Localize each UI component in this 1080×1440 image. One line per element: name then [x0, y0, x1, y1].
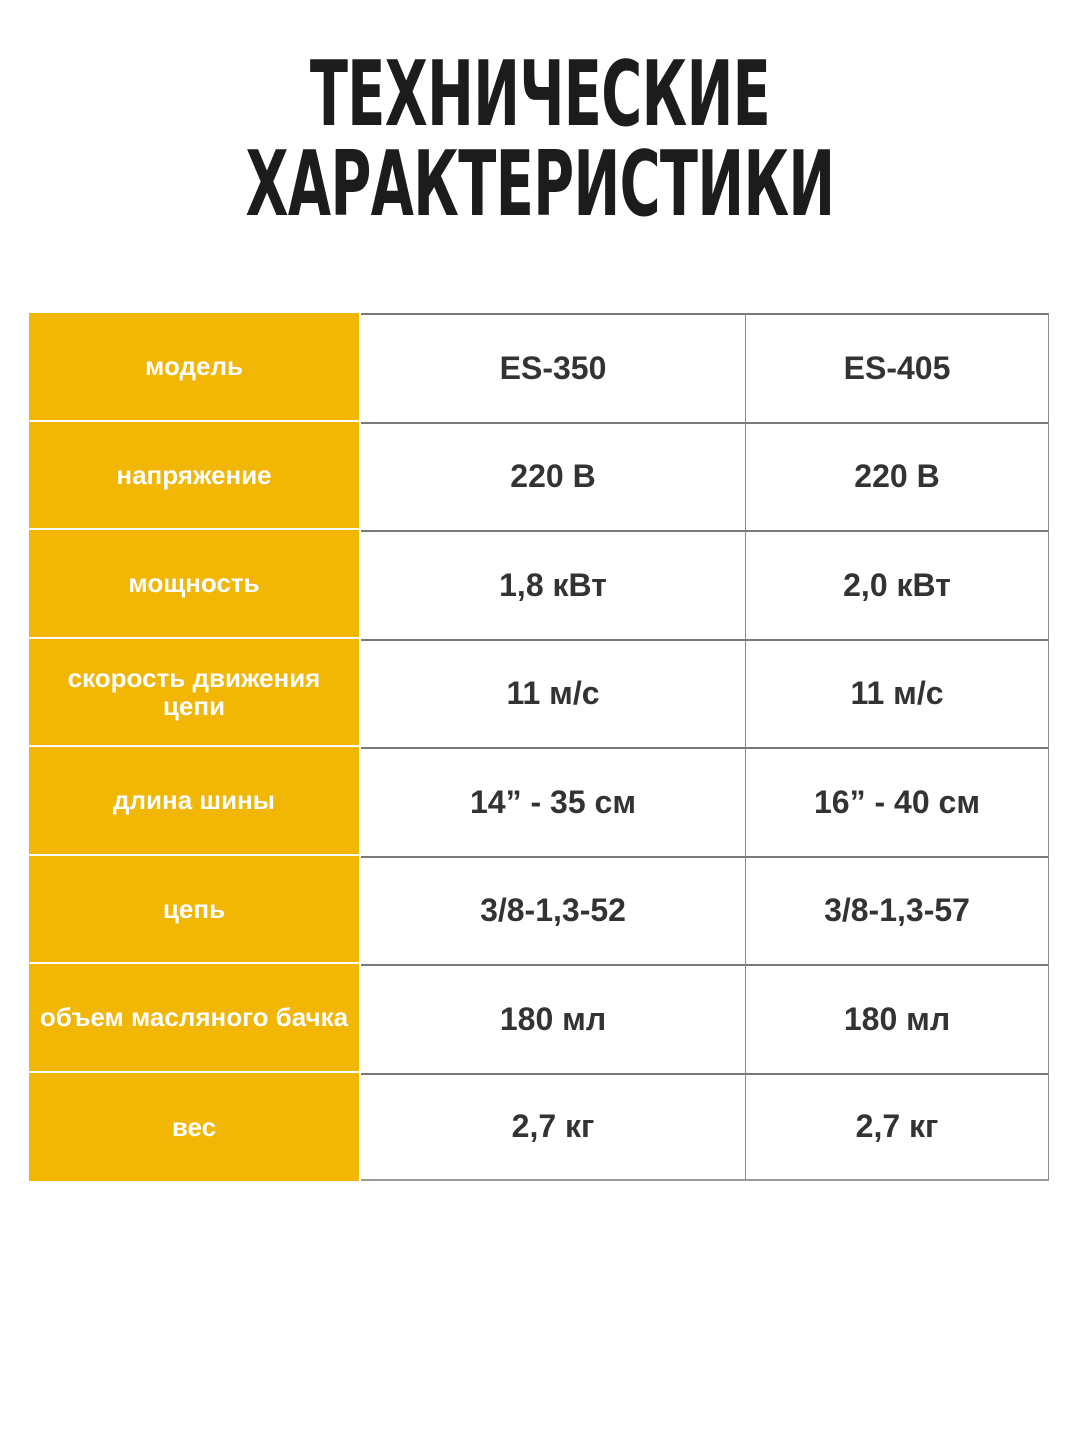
value-es405-power: 2,0 кВт [746, 530, 1049, 639]
page-title [0, 42, 1080, 237]
value-es405-model: ES-405 [746, 313, 1049, 422]
table-row [29, 1073, 1049, 1182]
row-label-voltage: напряжение [29, 422, 359, 531]
value-es405-weight: 2,7 кг [746, 1073, 1049, 1182]
table-row [29, 856, 1049, 965]
value-es405-oil-tank: 180 мл [746, 964, 1049, 1073]
row-label-chain-speed: скорость движения цепи [29, 639, 359, 748]
table-row [29, 313, 1049, 422]
value-es350-chain-speed: 11 м/с [361, 639, 746, 748]
value-es350-chain: 3/8-1,3-52 [361, 856, 746, 965]
row-label-oil-tank: объем масляного бачка [29, 964, 359, 1073]
table-row [29, 530, 1049, 639]
row-label-model: модель [29, 313, 359, 422]
value-es350-weight: 2,7 кг [361, 1073, 746, 1182]
table-row [29, 964, 1049, 1073]
table-row [29, 422, 1049, 531]
row-label-weight: вес [29, 1073, 359, 1182]
value-es350-voltage: 220 В [361, 422, 746, 531]
value-es350-oil-tank: 180 мл [361, 964, 746, 1073]
value-es405-chain-speed: 11 м/с [746, 639, 1049, 748]
page-title-line-2: ХАРАКТЕРИСТИКИ [245, 132, 835, 237]
value-es350-bar-length: 14” - 35 см [361, 747, 746, 856]
value-es350-model: ES-350 [361, 313, 746, 422]
value-es405-chain: 3/8-1,3-57 [746, 856, 1049, 965]
table-row [29, 639, 1049, 748]
page-title-line-1: ТЕХНИЧЕСКИЕ [309, 42, 771, 147]
row-label-chain: цепь [29, 856, 359, 965]
row-label-bar-length: длина шины [29, 747, 359, 856]
table-row [29, 747, 1049, 856]
row-label-power: мощность [29, 530, 359, 639]
spec-table [29, 313, 1049, 1181]
value-es405-bar-length: 16” - 40 см [746, 747, 1049, 856]
value-es350-power: 1,8 кВт [361, 530, 746, 639]
value-es405-voltage: 220 В [746, 422, 1049, 531]
